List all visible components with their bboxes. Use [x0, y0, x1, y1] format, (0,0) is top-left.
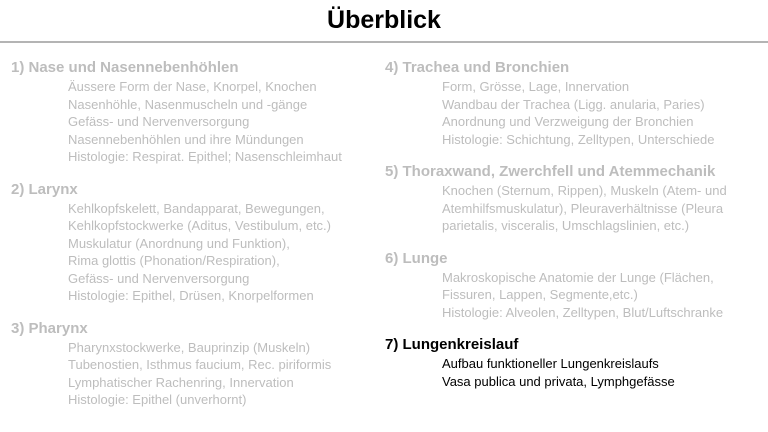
section-item: Pharynxstockwerke, Bauprinzip (Muskeln) [68, 339, 311, 355]
section-item: Knochen (Sternum, Rippen), Muskeln (Atem- und [442, 183, 727, 198]
section-item: Histologie: Alveolen, Zelltypen, Blut/Luftschranke [442, 304, 724, 320]
section-item: Muskulatur (Anordnung und Funktion), [68, 235, 290, 251]
right-column [385, 58, 765, 390]
section-heading: 4) Trachea und Bronchien [385, 59, 570, 76]
section-item: Histologie: Epithel, Drüsen, Knorpelformen [68, 288, 314, 303]
section-item: Vasa publica und privata, Lymphgefässe [442, 373, 675, 389]
left-column [11, 58, 381, 409]
section-item: Makroskopische Anatomie der Lunge (Flächen, [442, 269, 714, 285]
section-item: Atemhilfsmuskulatur), Pleuraverhältnisse (Pleura [442, 200, 724, 216]
section-lunge [385, 249, 765, 322]
section-item: Histologie: Respirat. Epithel; Nasenschleimhaut [68, 149, 342, 164]
page-title: Überblick [327, 6, 441, 34]
section-item: Form, Grösse, Lage, Innervation [442, 79, 630, 94]
section-item: Äussere Form der Nase, Knorpel, Knochen [68, 79, 317, 94]
section-item: Aufbau funktioneller Lungenkreislaufs [442, 356, 659, 371]
section-heading: 3) Pharynx [11, 319, 88, 337]
section-heading: 5) Thoraxwand, Zwerchfell und Atemmechanik [385, 163, 716, 180]
section-heading: 6) Lunge [385, 249, 448, 267]
section-lungenkreislauf [385, 335, 765, 390]
section-item: Histologie: Epithel (unverhornt) [68, 392, 247, 407]
section-nase [11, 58, 381, 166]
section-pharynx [11, 319, 381, 409]
section-item: Tubenostien, Isthmus faucium, Rec. piriformis [68, 357, 332, 372]
section-item: Gefäss- und Nervenversorgung [68, 270, 250, 286]
section-heading: 2) Larynx [11, 180, 78, 198]
section-larynx [11, 180, 381, 305]
section-item: Kehlkopfskelett, Bandapparat, Bewegungen, [68, 200, 325, 216]
section-heading-active: 7) Lungenkreislauf [385, 336, 519, 353]
section-item: Kehlkopfstockwerke (Aditus, Vestibulum, etc.) [68, 218, 332, 233]
section-item: parietalis, visceralis, Umschlagslinien, etc.) [442, 218, 690, 233]
section-heading: 1) Nase und Nasennebenhöhlen [11, 59, 239, 76]
section-item: Fissuren, Lappen, Segmente,etc.) [442, 287, 638, 302]
section-item: Rima glottis (Phonation/Respiration), [68, 253, 280, 268]
section-item: Nasenhöhle, Nasenmuscheln und -gänge [68, 96, 308, 112]
section-item: Histologie: Schichtung, Zelltypen, Unterschiede [442, 131, 715, 147]
section-thoraxwand [385, 162, 765, 235]
title-divider [0, 41, 768, 43]
section-item: Gefäss- und Nervenversorgung [68, 114, 250, 129]
section-item: Anordnung und Verzweigung der Bronchien [442, 114, 694, 129]
section-trachea [385, 58, 765, 148]
section-item: Lymphatischer Rachenring, Innervation [68, 374, 294, 390]
section-item: Wandbau der Trachea (Ligg. anularia, Paries) [442, 96, 705, 112]
section-item: Nasennebenhöhlen und ihre Mündungen [68, 131, 304, 147]
